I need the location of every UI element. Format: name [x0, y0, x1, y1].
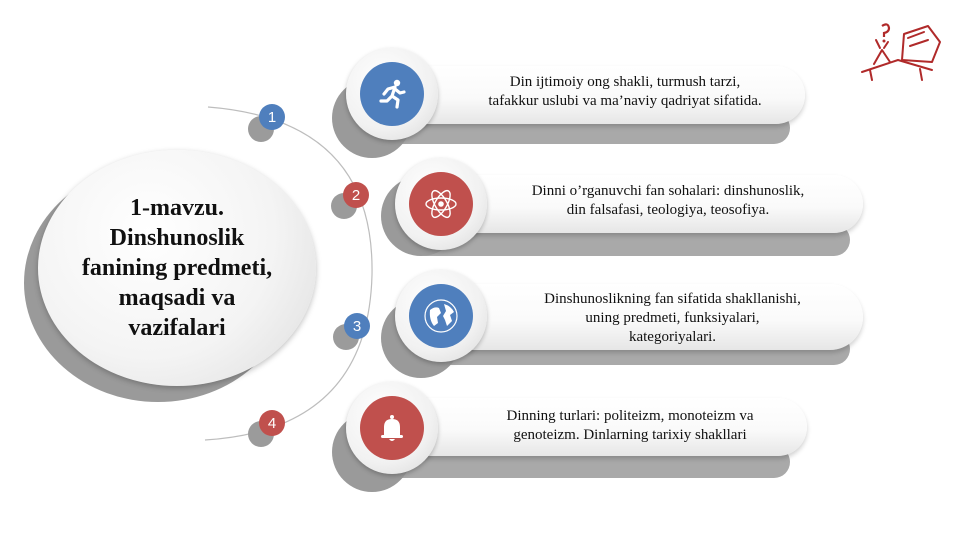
- running-person-icon: [360, 62, 424, 126]
- globe-icon: [409, 284, 473, 348]
- row-1-ring: [346, 48, 438, 140]
- row-3-pill: [440, 284, 863, 350]
- row-3-ring: [395, 270, 487, 362]
- row-4-text: Dinning turlari: politeizm, monoteizm va genoteizm. Dinlarning tarixiy shakllari: [506, 408, 754, 443]
- badge-2: 2: [343, 182, 369, 208]
- badge-4: 4: [259, 410, 285, 436]
- row-1-text: Din ijtimoiy ong shakli, turmush tarzi, tafakkur uslubi va ma’naviy qadriyat sifatida.: [488, 74, 762, 109]
- badge-1: 1: [259, 104, 285, 130]
- row-3-text: Dinshunoslikning fan sifatida shakllanishi, uning predmeti, funksiyalari, kategoriyalari.: [544, 291, 801, 345]
- row-2-ring: [395, 158, 487, 250]
- badge-3: 3: [344, 313, 370, 339]
- row-2-text: Dinni o’rganuvchi fan sohalari: dinshunoslik, din falsafasi, teologiya, teosofiya.: [531, 183, 805, 218]
- bell-icon: [360, 396, 424, 460]
- row-1-pill: [395, 66, 805, 124]
- main-topic-circle: [38, 150, 316, 386]
- row-2-pill: [440, 175, 863, 233]
- row-4-pill: [395, 398, 807, 456]
- question-desk-logo-icon: [858, 20, 944, 87]
- row-4-ring: [346, 382, 438, 474]
- atom-icon: [409, 172, 473, 236]
- main-topic-title: 1-mavzu. Dinshunoslik fanining predmeti, maqsadi va vazifalari: [81, 195, 273, 341]
